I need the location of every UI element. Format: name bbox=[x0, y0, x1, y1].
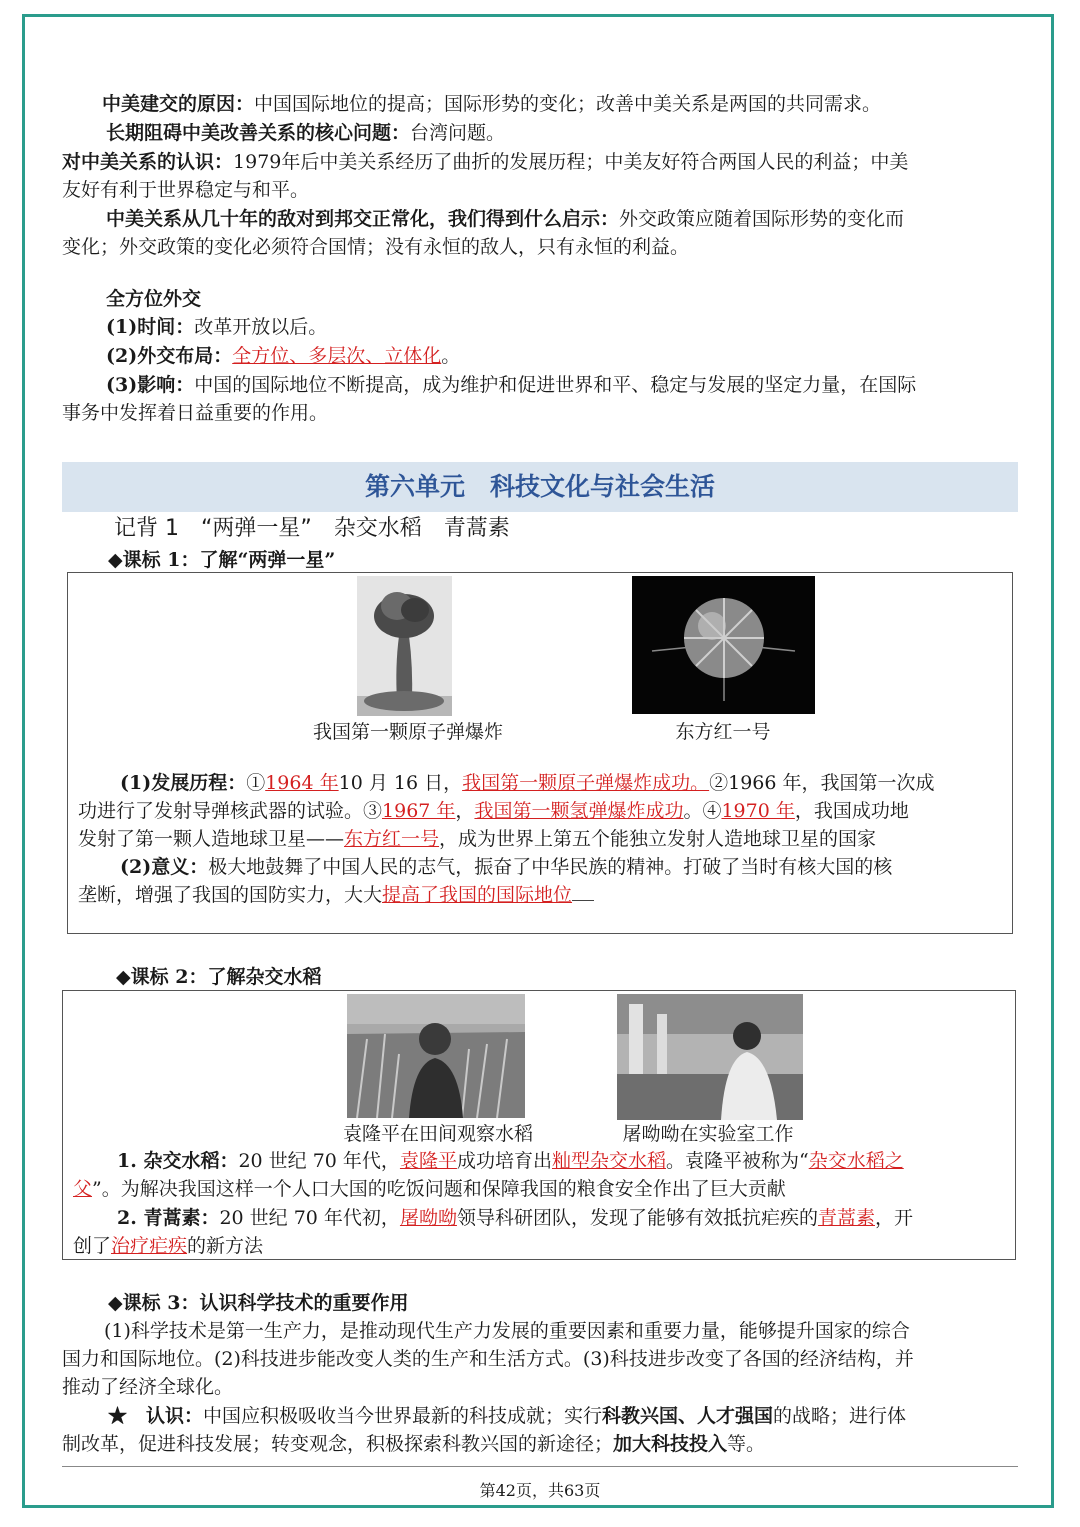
paragraph-layout: (2)外交布局：全方位、多层次、立体化。 bbox=[106, 345, 461, 367]
caption-atomic-bomb: 我国第一颗原子弹爆炸 bbox=[312, 721, 503, 743]
paragraph-understanding-cont: 友好有利于世界稳定与和平。 bbox=[62, 179, 310, 201]
standard-2-heading: ◆课标 2：了解杂交水稻 bbox=[116, 966, 322, 988]
paragraph-lesson-cont: 变化；外交政策的变化必须符合国情；没有永恒的敌人，只有永恒的利益。 bbox=[62, 236, 690, 258]
heading-omni-diplomacy: 全方位外交 bbox=[106, 288, 202, 310]
memo-heading: 记背 1 “两弹一星” 杂交水稻 青蒿素 bbox=[114, 516, 510, 541]
satellite-photo bbox=[632, 576, 815, 714]
tech-paragraph-line-2: 国力和国际地位。(2)科技进步能改变人类的生产和生活方式。(3)科技进步改变了各国的经济结构，并 bbox=[62, 1348, 914, 1370]
paragraph-time: (1)时间：改革开放以后。 bbox=[106, 316, 328, 338]
paragraph-lesson: 中美关系从几十年的敌对到邦交正常化，我们得到什么启示：外交政策应随着国际形势的变化而 bbox=[106, 208, 905, 230]
rice-line-2: 父”。为解决我国这样一个人口大国的吃饭问题和保障我国的粮食安全作出了巨大贡献 bbox=[73, 1178, 786, 1200]
caption-tu-youyou: 屠呦呦在实验室工作 bbox=[622, 1123, 794, 1145]
significance-line-2: 垄断，增强了我国的国防实力，大大提高了我国的国际地位 bbox=[78, 881, 594, 909]
development-line-2: 功进行了发射导弹核武器的试验。③1967 年，我国第一颗氢弹爆炸成功。④1970 年，我国成功地 bbox=[78, 800, 909, 822]
footer-divider bbox=[62, 1466, 1018, 1467]
rice-line-1: 1. 杂交水稻：20 世纪 70 年代，袁隆平成功培育出籼型杂交水稻。袁隆平被称为“杂交水稻之 bbox=[117, 1150, 904, 1172]
standard-3-heading: ◆课标 3：认识科学技术的重要作用 bbox=[108, 1292, 409, 1314]
paragraph-reason: 中美建交的原因：中国国际地位的提高；国际形势的变化；改善中美关系是两国的共同需求。 bbox=[102, 93, 882, 115]
understanding-line-2: 制改革，促进科技发展；转变观念，积极探索科教兴国的新途径；加大科技投入等。 bbox=[62, 1433, 766, 1455]
paragraph-impact-cont: 事务中发挥着日益重要的作用。 bbox=[62, 402, 329, 424]
artemisinin-line-2: 创了治疗疟疾的新方法 bbox=[73, 1235, 264, 1257]
standard-2-box bbox=[62, 990, 1016, 1260]
unit-banner bbox=[62, 462, 1018, 512]
yuan-longping-photo bbox=[347, 994, 525, 1118]
development-line-3: 发射了第一颗人造地球卫星——东方红一号，成为世界上第五个能独立发射人造地球卫星的国家 bbox=[78, 828, 877, 850]
standard-1-box bbox=[67, 572, 1013, 934]
understanding-line-1: ★ 认识：中国应积极吸收当今世界最新的科技成就；实行科教兴国、人才强国的战略；进行体 bbox=[108, 1405, 907, 1427]
tech-paragraph-line-3: 推动了经济全球化。 bbox=[62, 1376, 234, 1398]
paragraph-understanding: 对中美关系的认识：1979年后中美关系经历了曲折的发展历程；中美友好符合两国人民的利益；中美 bbox=[62, 151, 909, 173]
paragraph-core-issue: 长期阻碍中美改善关系的核心问题：台湾问题。 bbox=[106, 122, 506, 144]
tu-youyou-photo bbox=[617, 994, 803, 1120]
significance-line-1: (2)意义：极大地鼓舞了中国人民的志气，振奋了中华民族的精神。打破了当时有核大国的核 bbox=[120, 856, 893, 878]
atomic-bomb-photo bbox=[357, 576, 452, 716]
page-number: 第42页，共63页 bbox=[479, 1481, 601, 1500]
caption-satellite: 东方红一号 bbox=[675, 721, 771, 743]
artemisinin-line-1: 2. 青蒿素：20 世纪 70 年代初，屠呦呦领导科研团队，发现了能够有效抵抗疟疾的青蒿素，开 bbox=[117, 1207, 913, 1229]
standard-1-heading: ◆课标 1：了解“两弹一星” bbox=[108, 549, 336, 571]
tech-paragraph-line-1: (1)科学技术是第一生产力，是推动现代生产力发展的重要因素和重要力量，能够提升国家的综合 bbox=[104, 1320, 910, 1342]
unit-title: 第六单元 科技文化与社会生活 bbox=[364, 472, 715, 501]
paragraph-impact: (3)影响：中国的国际地位不断提高，成为维护和促进世界和平、稳定与发展的坚定力量，在国际 bbox=[106, 374, 917, 396]
development-line-1: (1)发展历程：①1964 年10 月 16 日，我国第一颗原子弹爆炸成功。②1966 年，我国第一次成 bbox=[120, 772, 935, 794]
caption-yuan-longping: 袁隆平在田间观察水稻 bbox=[342, 1123, 533, 1145]
